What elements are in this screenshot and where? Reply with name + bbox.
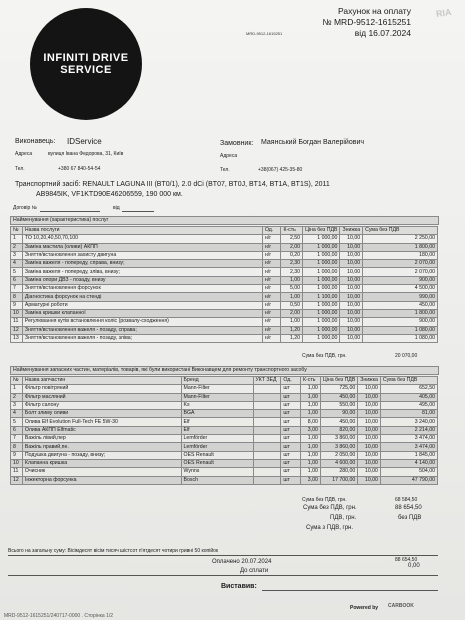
service-cell: 1,20 <box>281 326 303 334</box>
service-cell: 5 <box>11 268 23 276</box>
part-cell <box>253 385 281 393</box>
service-cell: 1 000,00 <box>303 260 340 268</box>
part-cell: Mann-Filter <box>181 393 253 401</box>
part-cell: шт <box>281 393 301 401</box>
watermark: RIA <box>434 6 452 20</box>
part-cell: шт <box>281 418 301 426</box>
service-cell: 3 <box>11 251 23 259</box>
customer-label: Замовник: <box>220 140 254 147</box>
parts-table <box>10 376 438 485</box>
service-cell: н/г <box>262 276 281 284</box>
part-cell: 820,00 <box>320 426 357 434</box>
part-cell: 7 <box>11 435 23 443</box>
services-total: 20 070,00 <box>395 353 418 359</box>
service-cell: н/г <box>262 318 281 326</box>
part-cell <box>253 393 281 401</box>
part-cell: 8 <box>11 443 23 451</box>
service-cell: 2,00 <box>281 309 303 317</box>
col-price: Ціна без ПДВ <box>320 377 357 385</box>
part-cell: 3 <box>11 401 23 409</box>
part-row <box>11 393 438 401</box>
service-row <box>11 243 438 251</box>
service-cell: н/г <box>262 285 281 293</box>
part-cell: 10,00 <box>358 401 381 409</box>
contract-number-line <box>40 211 100 212</box>
part-cell: 10,00 <box>358 451 381 459</box>
due-label: До сплати <box>240 568 269 574</box>
part-cell: Wynns <box>181 468 253 476</box>
invoice-title: Рахунок на оплату <box>338 6 411 16</box>
part-cell: BGA <box>181 410 253 418</box>
part-cell: 3 474,00 <box>380 443 437 451</box>
powered-by: Powered by <box>350 605 379 611</box>
service-row <box>11 285 438 293</box>
contract-date-line <box>122 211 154 212</box>
customer-phone-label: Тел. <box>220 167 230 173</box>
service-cell: 2 250,00 <box>363 235 438 243</box>
service-cell: 1 000,00 <box>303 268 340 276</box>
customer-address-label: Адреса <box>220 153 238 159</box>
part-cell: 10 <box>11 459 23 467</box>
vehicle-line2: AB9845IK, VF1KTD90E46206559, 190 000 км. <box>36 191 183 198</box>
part-cell: 2 <box>11 393 23 401</box>
part-cell: 11 <box>11 468 23 476</box>
part-cell: шт <box>281 435 301 443</box>
part-cell <box>253 468 281 476</box>
col-num: № <box>11 227 23 235</box>
service-row <box>11 268 438 276</box>
service-cell: н/г <box>262 243 281 251</box>
service-row <box>11 326 438 334</box>
service-cell: Регулювання кутів встановлення коліс (розвалу-сходження) <box>22 318 262 326</box>
page-reference: MRD-9512-1615251/240717-0000 . Сторінка 1/2 <box>4 613 114 619</box>
part-cell: 652,50 <box>380 385 437 393</box>
service-cell: н/г <box>262 326 281 334</box>
part-cell: 1,00 <box>301 435 321 443</box>
part-cell: Elf <box>181 418 253 426</box>
executor-address-label: Адреса <box>15 151 33 157</box>
service-cell: Зняття/встановлення важеля - позаду, зліва; <box>22 334 262 342</box>
service-cell: Зняття/встановлення важеля - позаду, справа; <box>22 326 262 334</box>
service-row <box>11 309 438 317</box>
service-cell: 1 000,00 <box>303 276 340 284</box>
part-cell: Фільтр салону <box>22 401 181 409</box>
part-cell: 3,00 <box>301 426 321 434</box>
service-cell: 2 070,00 <box>363 260 438 268</box>
service-cell: 1 800,00 <box>363 309 438 317</box>
part-cell: 504,00 <box>380 468 437 476</box>
amount-line <box>8 555 438 556</box>
part-cell: Lemförder <box>181 443 253 451</box>
service-row <box>11 293 438 301</box>
vat-label: ПДВ, грн. <box>330 515 357 521</box>
part-cell: 725,00 <box>320 385 357 393</box>
service-cell: 10,00 <box>340 243 363 251</box>
services-section-title: Найменування (характеристика) послуг <box>10 216 439 225</box>
part-cell <box>253 451 281 459</box>
service-cell: н/г <box>262 235 281 243</box>
part-row <box>11 418 438 426</box>
service-cell: 900,00 <box>363 276 438 284</box>
col-qty: К-сть <box>281 227 303 235</box>
col-qty: К-сть <box>301 377 321 385</box>
part-cell: 4 <box>11 410 23 418</box>
service-cell: 1 080,00 <box>363 326 438 334</box>
service-cell: 1,00 <box>281 276 303 284</box>
part-cell: 10,00 <box>358 443 381 451</box>
service-cell: н/г <box>262 309 281 317</box>
service-cell: 10,00 <box>340 260 363 268</box>
part-cell: шт <box>281 385 301 393</box>
part-cell: 3,00 <box>301 476 321 484</box>
services-table <box>10 226 438 343</box>
service-cell: 8 <box>11 293 23 301</box>
service-cell: 1 000,00 <box>303 318 340 326</box>
part-cell: 4 600,00 <box>320 459 357 467</box>
col-service-name: Назва послуги <box>22 227 262 235</box>
part-cell <box>253 410 281 418</box>
executor-address: вулиця Івана Федорова, 31, Київ <box>48 151 124 157</box>
service-cell: н/г <box>262 301 281 309</box>
part-cell: шт <box>281 401 301 409</box>
col-part-name: Назва запчастин <box>22 377 181 385</box>
paid-label: Оплачено 20.07.2024 <box>212 559 272 565</box>
paid-value: 0,00 <box>408 563 420 569</box>
service-cell: н/г <box>262 334 281 342</box>
service-cell: 10,00 <box>340 301 363 309</box>
service-cell: 1,20 <box>281 334 303 342</box>
service-cell: 10,00 <box>340 268 363 276</box>
part-cell: 10,00 <box>358 435 381 443</box>
service-cell: 12 <box>11 326 23 334</box>
service-cell: Арматурні роботи <box>22 301 262 309</box>
service-cell: 7 <box>11 285 23 293</box>
services-body <box>11 235 438 343</box>
part-cell: Болт злиму оливи <box>22 410 181 418</box>
part-cell: 90,00 <box>320 410 357 418</box>
part-cell: 1,00 <box>301 385 321 393</box>
part-cell: Важіль лівий,пер <box>22 435 181 443</box>
part-cell: OES Renault <box>181 451 253 459</box>
part-cell: 3 240,00 <box>380 418 437 426</box>
part-cell: Олива Elf Evolution Full-Tech FE 5W-30 <box>22 418 181 426</box>
services-header-row <box>11 227 438 235</box>
part-row <box>11 410 438 418</box>
service-cell: 2,50 <box>281 235 303 243</box>
service-row <box>11 235 438 243</box>
part-row <box>11 459 438 467</box>
part-cell: 6 <box>11 426 23 434</box>
part-cell: 450,00 <box>320 393 357 401</box>
part-cell <box>253 476 281 484</box>
part-cell: 1,00 <box>301 443 321 451</box>
part-cell: Очисник <box>22 468 181 476</box>
amount-in-words: Всього на загальну суму: Вісімдесят вісім тисяч шістсот п'ятдесят чотири гривні 50 копійок <box>8 548 219 554</box>
part-cell: 3 860,00 <box>320 435 357 443</box>
part-cell: 10,00 <box>358 476 381 484</box>
parts-body <box>11 385 438 485</box>
service-cell: 1 000,00 <box>303 301 340 309</box>
parts-header-row <box>11 377 438 385</box>
part-cell: 9 <box>11 451 23 459</box>
barcode-text: MRD-9512-1615251 <box>246 31 283 36</box>
executor-label: Виконавець: <box>15 138 56 145</box>
service-cell: 2 <box>11 243 23 251</box>
service-cell: 4 500,00 <box>363 285 438 293</box>
logo-line1: INFINITI DRIVE <box>43 52 129 64</box>
service-cell: 1 800,00 <box>363 243 438 251</box>
service-cell: 2,00 <box>281 243 303 251</box>
issued-by-label: Виставив: <box>221 583 257 590</box>
part-cell: 280,00 <box>320 468 357 476</box>
part-cell: 10,00 <box>358 459 381 467</box>
service-cell: 180,00 <box>363 251 438 259</box>
part-cell: шт <box>281 468 301 476</box>
col-unit: Од. <box>281 377 301 385</box>
logo-line2: SERVICE <box>60 64 112 76</box>
part-cell: 2 214,00 <box>380 426 437 434</box>
service-cell: 10 <box>11 309 23 317</box>
part-cell: OES Renault <box>181 459 253 467</box>
part-cell: 81,00 <box>380 410 437 418</box>
service-cell: 900,00 <box>363 318 438 326</box>
part-cell: 2 050,00 <box>320 451 357 459</box>
col-unit: Од. <box>262 227 281 235</box>
service-cell: 990,00 <box>363 293 438 301</box>
service-cell: 10,00 <box>340 285 363 293</box>
part-cell: Подушка двигуна - позаду, внизу; <box>22 451 181 459</box>
executor-name: IDService <box>67 137 102 146</box>
gross-total-label: Сума з ПДВ, грн. <box>306 525 354 531</box>
col-code: УКТ ЗЕД <box>253 377 281 385</box>
service-cell: Заміна важеля - попереду, справа, внизу; <box>22 260 262 268</box>
service-cell: 1,00 <box>281 293 303 301</box>
service-cell: 1 000,00 <box>303 243 340 251</box>
service-cell: 13 <box>11 334 23 342</box>
service-cell: 1 080,00 <box>363 334 438 342</box>
service-row <box>11 334 438 342</box>
service-cell: 9 <box>11 301 23 309</box>
executor-phone-label: Тел. <box>15 166 25 172</box>
vehicle-line1: Транспортний засіб: RENAULT LAGUNA III (BT0/1), 2.0 dCi (BT07, BT0J, BT14, BT1A, BT1S), 2011 <box>15 181 330 188</box>
part-cell: 5 <box>11 418 23 426</box>
part-cell: 495,00 <box>380 401 437 409</box>
service-cell: 4 <box>11 260 23 268</box>
part-cell: 450,00 <box>320 418 357 426</box>
part-cell <box>253 418 281 426</box>
service-cell: 10,00 <box>340 318 363 326</box>
service-row <box>11 318 438 326</box>
service-cell: 10,00 <box>340 276 363 284</box>
col-sum: Сума без ПДВ <box>380 377 437 385</box>
part-cell: шт <box>281 451 301 459</box>
contract-label: Договір № <box>13 205 38 211</box>
part-row <box>11 385 438 393</box>
part-cell: 10,00 <box>358 393 381 401</box>
service-cell: 6 <box>11 276 23 284</box>
part-cell <box>253 459 281 467</box>
net-total-label: Сума без ПДВ, грн. <box>303 505 357 511</box>
part-cell: 17 700,00 <box>320 476 357 484</box>
service-cell: Діагностика форсунок на стенді <box>22 293 262 301</box>
service-cell: Зняття/встановлення форсунок <box>22 285 262 293</box>
part-cell: 10,00 <box>358 426 381 434</box>
service-row <box>11 260 438 268</box>
service-cell: 10,00 <box>340 309 363 317</box>
service-cell: 1 000,00 <box>303 285 340 293</box>
part-cell: 1,00 <box>301 468 321 476</box>
part-cell: Фільтр масляний <box>22 393 181 401</box>
service-cell: 10,00 <box>340 293 363 301</box>
part-cell: шт <box>281 443 301 451</box>
part-cell <box>253 435 281 443</box>
service-cell: 2,30 <box>281 260 303 268</box>
part-cell: 12 <box>11 476 23 484</box>
part-cell <box>253 426 281 434</box>
customer-phone: +38(067) 425-35-80 <box>258 167 303 173</box>
col-price: Ціна без ПДВ <box>303 227 340 235</box>
vat-value: без ПДВ <box>398 515 422 521</box>
contract-from-label: від <box>113 205 120 211</box>
service-cell: Заміна кришки клапанної <box>22 309 262 317</box>
part-cell: Клапанна кришка <box>22 459 181 467</box>
service-cell: 1 000,00 <box>303 309 340 317</box>
part-cell: 1,00 <box>301 410 321 418</box>
part-cell: Bosch <box>181 476 253 484</box>
service-cell: 5,00 <box>281 285 303 293</box>
part-row <box>11 476 438 484</box>
part-row <box>11 443 438 451</box>
part-cell: 1,00 <box>301 459 321 467</box>
service-cell: н/г <box>262 251 281 259</box>
carbook-logo: CARBOOK <box>388 603 414 609</box>
service-cell: 0,20 <box>281 251 303 259</box>
part-row <box>11 435 438 443</box>
part-cell: Олива АКПП Elfmatic <box>22 426 181 434</box>
service-row <box>11 276 438 284</box>
part-cell: 10,00 <box>358 385 381 393</box>
part-cell: 1,00 <box>301 451 321 459</box>
service-cell: Зняття/встановлення захисту двигуна <box>22 251 262 259</box>
customer-name: Маянський Богдан Валерійович <box>261 139 365 146</box>
part-row <box>11 451 438 459</box>
service-cell: ТО 10,20,40,50,70,100 <box>22 235 262 243</box>
parts-total-label: Сума без ПДВ, грн. <box>302 497 347 503</box>
service-cell: 1 100,00 <box>303 293 340 301</box>
parts-total: 68 584,50 <box>395 497 418 503</box>
part-cell: 550,00 <box>320 401 357 409</box>
part-cell: 10,00 <box>358 468 381 476</box>
service-cell: 1,00 <box>281 318 303 326</box>
service-cell: 10,00 <box>340 326 363 334</box>
part-cell <box>253 401 281 409</box>
part-cell: Фільтр повітряний <box>22 385 181 393</box>
service-row <box>11 301 438 309</box>
executor-phone: +380 67 840-54-54 <box>58 166 101 172</box>
part-row <box>11 401 438 409</box>
service-cell: 1 000,00 <box>303 326 340 334</box>
due-line <box>8 575 438 576</box>
parts-section-title: Найменування запасних частин, матеріалів, товарів, які були використані Виконавцем для ремонту транспортного засобу <box>10 366 439 375</box>
service-row <box>11 251 438 259</box>
part-cell: 10,00 <box>358 410 381 418</box>
part-cell: Ks <box>181 401 253 409</box>
part-cell: 10,00 <box>358 418 381 426</box>
col-discount: Знижка <box>340 227 363 235</box>
service-cell: 10,00 <box>340 251 363 259</box>
part-cell: 1,00 <box>301 393 321 401</box>
net-total: 88 654,50 <box>395 505 422 511</box>
part-cell: Lemförder <box>181 435 253 443</box>
part-cell: Elf <box>181 426 253 434</box>
part-row <box>11 468 438 476</box>
part-cell: 47 790,00 <box>380 476 437 484</box>
part-cell: 1,00 <box>301 401 321 409</box>
part-cell: 1 845,00 <box>380 451 437 459</box>
part-cell: 3 474,00 <box>380 435 437 443</box>
col-discount: Знижка <box>358 377 381 385</box>
part-cell: шт <box>281 459 301 467</box>
service-cell: 1 000,00 <box>303 334 340 342</box>
service-cell: 10,00 <box>340 334 363 342</box>
service-cell: 0,50 <box>281 301 303 309</box>
service-cell: н/г <box>262 268 281 276</box>
service-cell: 11 <box>11 318 23 326</box>
service-cell: н/г <box>262 293 281 301</box>
part-cell: 3 860,00 <box>320 443 357 451</box>
service-cell: 1 <box>11 235 23 243</box>
services-total-label: Сума без ПДВ, грн. <box>302 353 347 359</box>
service-cell: Заміна важеля - попереду, зліва, внизу; <box>22 268 262 276</box>
service-cell: 1 000,00 <box>303 251 340 259</box>
service-cell: Заміна мастила (оливи) АКПП <box>22 243 262 251</box>
part-cell: 1 <box>11 385 23 393</box>
col-brand: Бренд <box>181 377 253 385</box>
part-cell: шт <box>281 476 301 484</box>
part-cell <box>253 443 281 451</box>
service-cell: н/г <box>262 260 281 268</box>
invoice-date: від 16.07.2024 <box>354 28 411 38</box>
part-cell: Інжекторна форсунка <box>22 476 181 484</box>
col-sum: Сума без ПДВ <box>363 227 438 235</box>
service-cell: 2,30 <box>281 268 303 276</box>
invoice-number: № MRD-9512-1615251 <box>322 17 411 27</box>
part-cell: 405,00 <box>380 393 437 401</box>
service-cell: Заміна опори ДВЗ - позаду, внизу <box>22 276 262 284</box>
part-cell: 4 140,00 <box>380 459 437 467</box>
part-cell: Mann-Filter <box>181 385 253 393</box>
company-logo <box>30 8 142 120</box>
col-num: № <box>11 377 23 385</box>
part-row <box>11 426 438 434</box>
part-cell: 8,00 <box>301 418 321 426</box>
service-cell: 2 070,00 <box>363 268 438 276</box>
part-cell: Важіль правий,пе. <box>22 443 181 451</box>
service-cell: 1 000,00 <box>303 235 340 243</box>
amount-total: 88 654,50 <box>395 557 418 563</box>
part-cell: шт <box>281 426 301 434</box>
service-cell: 10,00 <box>340 235 363 243</box>
part-cell: шт <box>281 410 301 418</box>
signature-line <box>262 590 438 591</box>
service-cell: 450,00 <box>363 301 438 309</box>
